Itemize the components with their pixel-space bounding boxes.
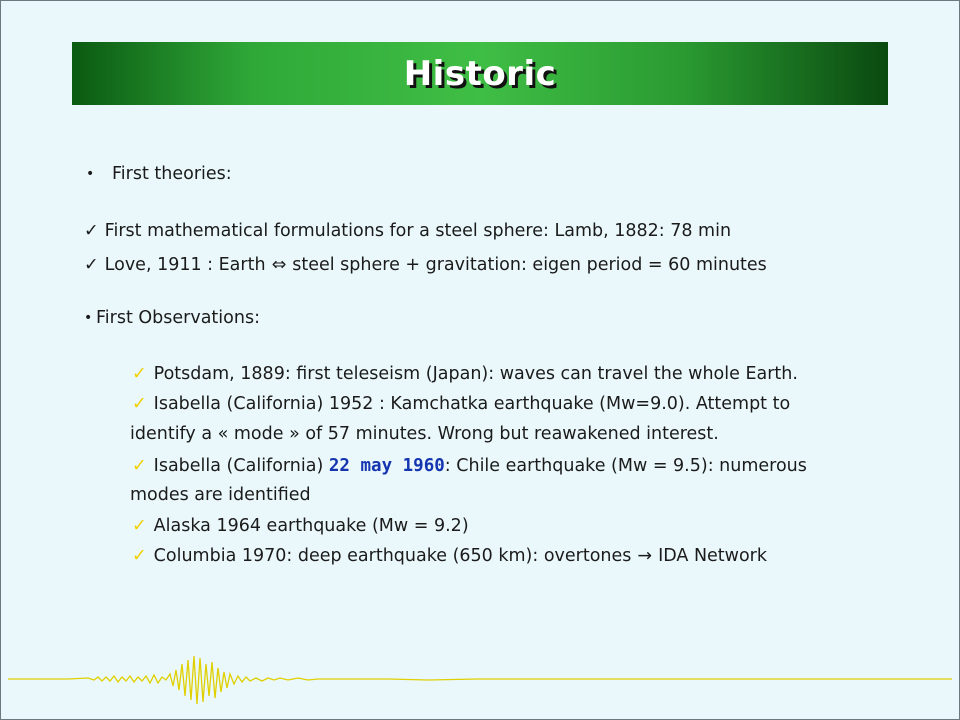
right-arrow-icon: → <box>637 546 653 566</box>
check-icon: ✓ <box>132 546 147 566</box>
double-arrow-icon: ⇔ <box>271 255 287 275</box>
observations-header: First Observations: <box>96 308 260 328</box>
check-icon: ✓ <box>132 394 147 414</box>
observation-item-1 <box>132 364 798 384</box>
date-highlight: 22 may 1960 <box>328 456 445 476</box>
theory-text-1: First mathematical formulations for a steel sphere: Lamb, 1882: 78 min <box>104 221 732 241</box>
observation-item-4 <box>132 516 469 536</box>
observation-item-2 <box>132 394 790 414</box>
theory-text-2b: steel sphere + gravitation: eigen period = 60 minutes <box>292 255 767 275</box>
bullet-icon: • <box>86 166 95 182</box>
observation-text-5b: IDA Network <box>658 546 768 566</box>
theory-item-1 <box>84 221 731 241</box>
observation-item-3-cont: modes are identified <box>130 485 311 505</box>
slide-title: Historic <box>403 53 557 94</box>
observation-item-3 <box>132 456 807 476</box>
observation-item-5 <box>132 546 767 566</box>
check-icon: ✓ <box>132 364 147 384</box>
check-icon: ✓ <box>84 255 99 275</box>
observation-text-5a: Columbia 1970: deep earthquake (650 km): overtones <box>153 546 632 566</box>
check-icon: ✓ <box>132 516 147 536</box>
check-icon: ✓ <box>132 456 147 476</box>
observation-item-2-cont: identify a « mode » of 57 minutes. Wrong but reawakened interest. <box>130 424 719 444</box>
theory-item-2 <box>84 255 767 275</box>
observation-text-4: Alaska 1964 earthquake (Mw = 9.2) <box>153 516 469 536</box>
observation-text-1: Potsdam, 1889: first teleseism (Japan): waves can travel the whole Earth. <box>153 364 798 384</box>
observation-text-2: Isabella (California) 1952 : Kamchatka earthquake (Mw=9.0). Attempt to <box>153 394 791 414</box>
seismogram-icon <box>8 650 952 710</box>
check-icon: ✓ <box>84 221 99 241</box>
observation-text-3a: Isabella (California) <box>153 456 329 476</box>
observation-text-3b: : Chile earthquake (Mw = 9.5): numerous <box>444 456 807 476</box>
theory-text-2a: Love, 1911 : Earth <box>104 255 266 275</box>
theories-header: First theories: <box>112 164 232 184</box>
bullet-icon: • <box>84 310 93 326</box>
title-banner <box>72 42 888 105</box>
